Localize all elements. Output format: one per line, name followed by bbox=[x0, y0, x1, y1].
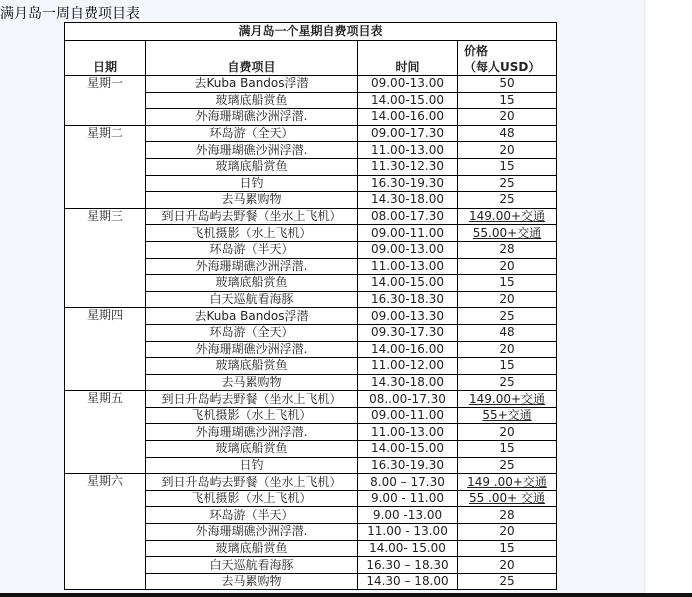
price-cell: 25 bbox=[458, 374, 557, 391]
price-cell: 20 bbox=[458, 424, 557, 441]
time-cell: 16.30-19.30 bbox=[358, 457, 458, 474]
price-cell: 15 bbox=[458, 358, 557, 375]
price-cell: 149 .00+交通 bbox=[458, 474, 557, 491]
time-cell: 11.30-12.30 bbox=[358, 158, 458, 175]
price-cell: 20 bbox=[458, 109, 557, 126]
table-row bbox=[65, 208, 557, 225]
time-cell: 16.30-19.30 bbox=[358, 175, 458, 192]
item-cell: 外海珊瑚礁沙洲浮潜. bbox=[146, 142, 358, 159]
time-cell: 14.00-15.00 bbox=[358, 441, 458, 458]
item-cell: 玻璃底船赏鱼 bbox=[146, 441, 358, 458]
item-cell: 到日升岛屿去野餐（坐水上飞机） bbox=[146, 474, 358, 491]
item-cell: 环岛游（全天） bbox=[146, 324, 358, 341]
item-cell: 日钓 bbox=[146, 175, 358, 192]
time-cell: 08.00-17.30 bbox=[358, 208, 458, 225]
item-cell: 外海珊瑚礁沙洲浮潜. bbox=[146, 424, 358, 441]
time-cell: 08..00-17.30 bbox=[358, 391, 458, 408]
item-cell: 环岛游（半天） bbox=[146, 241, 358, 258]
price-cell: 28 bbox=[458, 241, 557, 258]
item-cell: 玻璃底船赏鱼 bbox=[146, 358, 358, 375]
price-cell: 149.00+交通 bbox=[458, 208, 557, 225]
item-cell: 去马累购物 bbox=[146, 192, 358, 209]
item-cell: 去Kuba Bandos浮潜 bbox=[146, 76, 358, 93]
bottom-edge bbox=[0, 593, 692, 597]
day-cell: 星期一 bbox=[65, 76, 146, 126]
header-price-label: 价格 bbox=[464, 44, 489, 58]
price-cell: 55 .00+ 交通 bbox=[458, 490, 557, 507]
price-cell: 15 bbox=[458, 275, 557, 292]
price-cell: 15 bbox=[458, 441, 557, 458]
item-cell: 玻璃底船赏鱼 bbox=[146, 275, 358, 292]
item-cell: 外海珊瑚礁沙洲浮潜. bbox=[146, 258, 358, 275]
time-cell: 14.00- 15.00 bbox=[358, 540, 458, 557]
time-cell: 14.00-15.00 bbox=[358, 92, 458, 109]
table-row bbox=[65, 391, 557, 408]
header-price-unit: （每人USD） bbox=[464, 60, 541, 74]
item-cell: 飞机摄影（水上飞机） bbox=[146, 407, 358, 424]
item-cell: 玻璃底船赏鱼 bbox=[146, 540, 358, 557]
time-cell: 16.30 – 18.30 bbox=[358, 557, 458, 574]
price-cell: 48 bbox=[458, 125, 557, 142]
header-price bbox=[458, 41, 557, 76]
item-cell: 去马累购物 bbox=[146, 573, 358, 590]
price-cell: 15 bbox=[458, 158, 557, 175]
item-cell: 飞机摄影（水上飞机） bbox=[146, 225, 358, 242]
day-cell: 星期六 bbox=[65, 474, 146, 590]
price-cell: 20 bbox=[458, 341, 557, 358]
item-cell: 环岛游（全天） bbox=[146, 125, 358, 142]
price-cell: 20 bbox=[458, 142, 557, 159]
time-cell: 09.00-13.00 bbox=[358, 241, 458, 258]
item-cell: 玻璃底船赏鱼 bbox=[146, 158, 358, 175]
page-title: 满月岛一周自费项目表 bbox=[0, 6, 140, 22]
time-cell: 11.00-13.00 bbox=[358, 258, 458, 275]
day-cell: 星期二 bbox=[65, 125, 146, 208]
time-cell: 9.00 -13.00 bbox=[358, 507, 458, 524]
day-cell: 星期四 bbox=[65, 308, 146, 391]
price-cell: 20 bbox=[458, 258, 557, 275]
day-cell: 星期三 bbox=[65, 208, 146, 308]
time-cell: 09.00-13.30 bbox=[358, 308, 458, 325]
item-cell: 白天巡航看海豚 bbox=[146, 557, 358, 574]
time-cell: 9.00 - 11.00 bbox=[358, 490, 458, 507]
time-cell: 14.30-18.00 bbox=[358, 374, 458, 391]
table-title-row bbox=[65, 23, 557, 41]
table-header-row bbox=[65, 41, 557, 76]
price-cell: 25 bbox=[458, 175, 557, 192]
time-cell: 16.30-18.30 bbox=[358, 291, 458, 308]
item-cell: 到日升岛屿去野餐（坐水上飞机） bbox=[146, 208, 358, 225]
table-row bbox=[65, 125, 557, 142]
header-item: 自费项目 bbox=[146, 41, 358, 76]
price-cell: 48 bbox=[458, 324, 557, 341]
price-cell: 25 bbox=[458, 457, 557, 474]
time-cell: 14.30 – 18.00 bbox=[358, 573, 458, 590]
time-cell: 11.00-13.00 bbox=[358, 142, 458, 159]
price-cell: 149.00+交通 bbox=[458, 391, 557, 408]
price-cell: 55.00+交通 bbox=[458, 225, 557, 242]
time-cell: 14.00-16.00 bbox=[358, 109, 458, 126]
item-cell: 外海珊瑚礁沙洲浮潜. bbox=[146, 109, 358, 126]
price-cell: 20 bbox=[458, 557, 557, 574]
item-cell: 到日升岛屿去野餐（坐水上飞机） bbox=[146, 391, 358, 408]
item-cell: 白天巡航看海豚 bbox=[146, 291, 358, 308]
table-row bbox=[65, 76, 557, 93]
table-row bbox=[65, 474, 557, 491]
time-cell: 8.00 – 17.30 bbox=[358, 474, 458, 491]
time-cell: 14.30-18.00 bbox=[358, 192, 458, 209]
table-row bbox=[65, 308, 557, 325]
time-cell: 14.00-16.00 bbox=[358, 341, 458, 358]
price-cell: 15 bbox=[458, 540, 557, 557]
header-day: 日期 bbox=[65, 41, 146, 76]
time-cell: 11.00-13.00 bbox=[358, 424, 458, 441]
item-cell: 环岛游（半天） bbox=[146, 507, 358, 524]
day-cell: 星期五 bbox=[65, 391, 146, 474]
price-cell: 25 bbox=[458, 573, 557, 590]
item-cell: 外海珊瑚礁沙洲浮潜. bbox=[146, 341, 358, 358]
table-title: 满月岛一个星期自费项目表 bbox=[65, 23, 557, 41]
item-cell: 去马累购物 bbox=[146, 374, 358, 391]
time-cell: 14.00-15.00 bbox=[358, 275, 458, 292]
time-cell: 09.00-11.00 bbox=[358, 225, 458, 242]
price-cell: 25 bbox=[458, 192, 557, 209]
item-cell: 玻璃底船赏鱼 bbox=[146, 92, 358, 109]
price-cell: 50 bbox=[458, 76, 557, 93]
price-cell: 20 bbox=[458, 524, 557, 541]
item-cell: 外海珊瑚礁沙洲浮潜. bbox=[146, 524, 358, 541]
time-cell: 09.00-11.00 bbox=[358, 407, 458, 424]
price-cell: 25 bbox=[458, 308, 557, 325]
price-cell: 20 bbox=[458, 291, 557, 308]
time-cell: 11.00 - 13.00 bbox=[358, 524, 458, 541]
item-cell: 去Kuba Bandos浮潜 bbox=[146, 308, 358, 325]
time-cell: 09.30-17.30 bbox=[358, 324, 458, 341]
time-cell: 09.00-17.30 bbox=[358, 125, 458, 142]
price-cell: 55+交通 bbox=[458, 407, 557, 424]
schedule-table bbox=[64, 22, 557, 590]
time-cell: 09.00-13.00 bbox=[358, 76, 458, 93]
price-cell: 28 bbox=[458, 507, 557, 524]
time-cell: 11.00-12.00 bbox=[358, 358, 458, 375]
item-cell: 日钓 bbox=[146, 457, 358, 474]
item-cell: 飞机摄影（水上飞机） bbox=[146, 490, 358, 507]
header-time: 时间 bbox=[358, 41, 458, 76]
price-cell: 15 bbox=[458, 92, 557, 109]
